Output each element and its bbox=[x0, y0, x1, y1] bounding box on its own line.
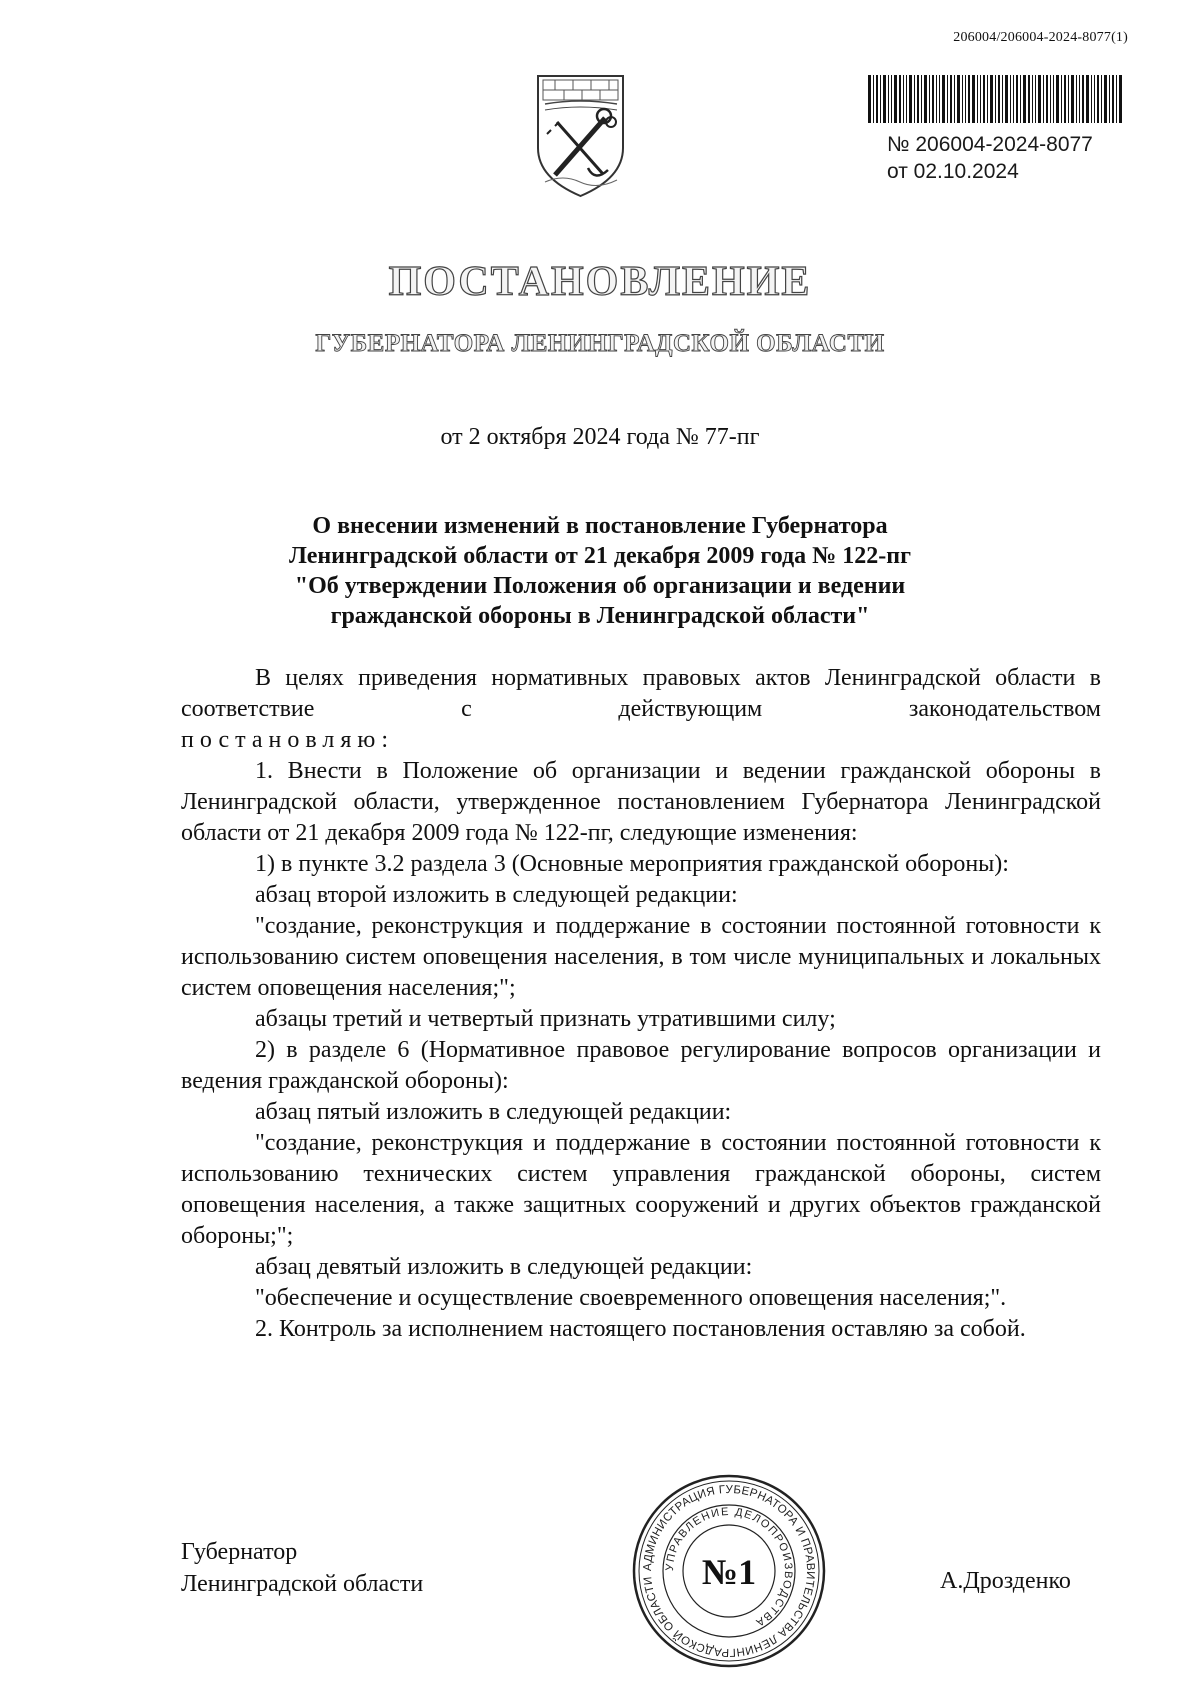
body-paragraph: 2) в разделе 6 (Нормативное правовое регулирование вопросов организации и ведения гражданской обороны): bbox=[181, 1037, 1101, 1094]
registration-block bbox=[887, 131, 1093, 185]
signatory-position-line: Ленинградской области bbox=[181, 1571, 424, 1597]
body-paragraph: абзац пятый изложить в следующей редакции: bbox=[255, 1099, 732, 1125]
heading-line: гражданской обороны в Ленинградской области" bbox=[330, 603, 870, 629]
document-subtitle: ГУБЕРНАТОРА ЛЕНИНГРАДСКОЙ ОБЛАСТИ bbox=[315, 330, 885, 357]
body-paragraph: 1. Внести в Положение об организации и ведении гражданской обороны в Ленинградской области, утвержденное постановлением Губернатора Ленинградской области от 21 декабря 2009 года № 122-пг, следующие изменения: bbox=[181, 758, 1101, 846]
official-seal-stamp bbox=[631, 1473, 827, 1669]
document-title: ПОСТАНОВЛЕНИЕ bbox=[388, 259, 812, 305]
document-heading bbox=[170, 511, 1030, 631]
seal-inner-text: УПРАВЛЕНИЕ ДЕЛОПРОИЗВОДСТВА bbox=[663, 1505, 795, 1629]
signatory-name: А.Дрозденко bbox=[940, 1568, 1071, 1594]
heading-line: О внесении изменений в постановление Губернатора bbox=[312, 513, 888, 539]
heading-line: "Об утверждении Положения об организации и ведении bbox=[294, 573, 906, 599]
body-paragraph: абзац второй изложить в следующей редакции: bbox=[255, 882, 738, 908]
body-decree-word: постановляю: bbox=[181, 727, 394, 753]
body-paragraph: абзацы третий и четвертый признать утратившими силу; bbox=[255, 1006, 836, 1032]
document-id: 206004/206004-2024-8077(1) bbox=[953, 30, 1128, 45]
seal-number: №1 bbox=[701, 1552, 757, 1592]
body-paragraph: абзац девятый изложить в следующей редакции: bbox=[255, 1254, 753, 1280]
seal-outer-text: АДМИНИСТРАЦИЯ ГУБЕРНАТОРА И ПРАВИТЕЛЬСТВА ЛЕНИНГРАДСКОЙ ОБЛАСТИ bbox=[641, 1483, 817, 1659]
signatory-position bbox=[181, 1536, 423, 1600]
signatory-position-line: Губернатор bbox=[181, 1539, 298, 1565]
coat-of-arms-emblem bbox=[533, 70, 628, 200]
body-paragraph: 1) в пункте 3.2 раздела 3 (Основные мероприятия гражданской обороны): bbox=[255, 851, 1009, 877]
registration-date: от 02.10.2024 bbox=[887, 160, 1019, 183]
barcode bbox=[868, 75, 1122, 123]
body-paragraph: "создание, реконструкция и поддержание в состоянии постоянной готовности к использованию систем оповещения населения, в том числе муниципальных и локальных систем оповещения населения;"; bbox=[181, 913, 1101, 1001]
body-paragraph: "обеспечение и осуществление своевременного оповещения населения;". bbox=[255, 1285, 1007, 1311]
document-body bbox=[181, 663, 1101, 1345]
registration-number: № 206004-2024-8077 bbox=[887, 133, 1093, 156]
heading-line: Ленинградской области от 21 декабря 2009 года № 122-пг bbox=[288, 543, 912, 569]
document-date-number: от 2 октября 2024 года № 77-пг bbox=[440, 424, 760, 450]
body-paragraph: В целях приведения нормативных правовых актов Ленинградской области в соответствие с действующим законодательством bbox=[181, 665, 1101, 722]
body-paragraph: "создание, реконструкция и поддержание в состоянии постоянной готовности к использованию технических систем управления гражданской обороны, систем оповещения населения, а также защитных сооружений и других объектов гражданской обороны;"; bbox=[181, 1130, 1101, 1249]
body-paragraph: 2. Контроль за исполнением настоящего постановления оставляю за собой. bbox=[255, 1316, 1026, 1342]
